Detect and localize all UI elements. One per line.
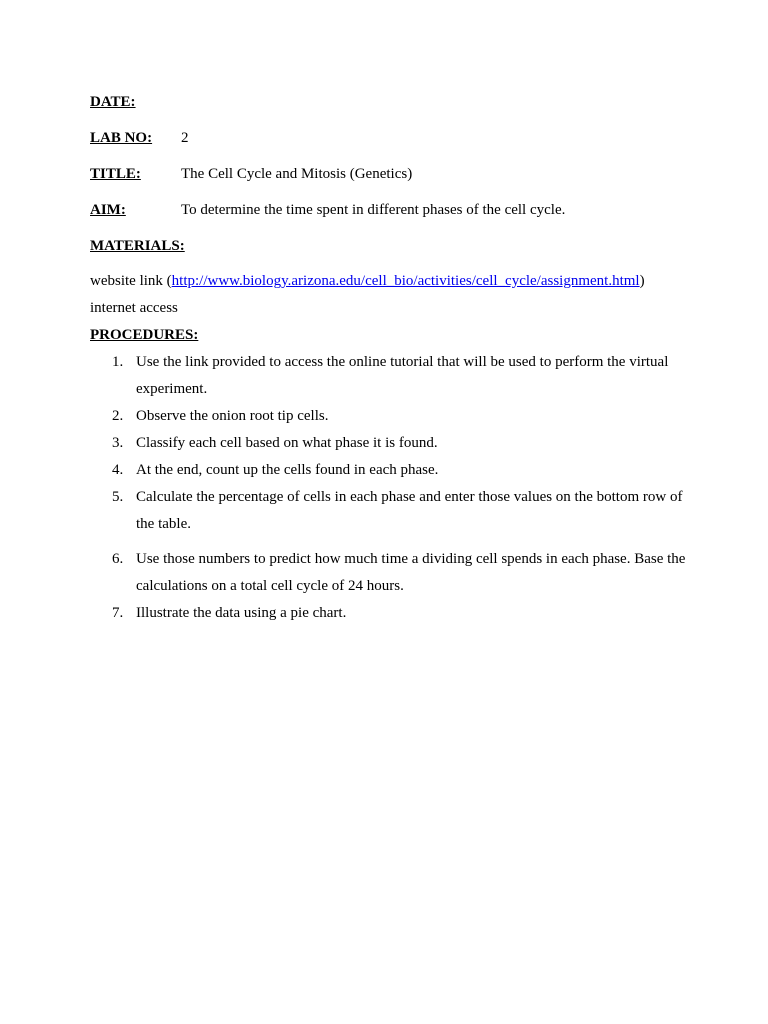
procedures-heading — [90, 325, 198, 345]
materials-heading — [90, 236, 185, 256]
lab-number-label: LAB NO: — [90, 130, 153, 146]
step-number: 1. — [112, 354, 124, 370]
procedure-step — [90, 600, 690, 627]
step-number: 7. — [112, 605, 124, 621]
step-number: 3. — [112, 435, 124, 451]
procedure-step — [90, 457, 690, 484]
lab-number-value: 2 — [181, 130, 189, 146]
procedure-step — [90, 403, 690, 430]
website-suffix: ) — [639, 273, 645, 289]
procedure-step — [90, 349, 690, 403]
step-text: Use those numbers to predict how much time a dividing cell spends in each phase. Base the calculations on a total cell cycle of 24 hours. — [136, 551, 686, 594]
procedure-step — [90, 546, 690, 600]
aim-row — [90, 200, 566, 220]
materials-label: MATERIALS: — [90, 238, 185, 254]
aim-value: To determine the time spent in different phases of the cell cycle. — [181, 202, 566, 218]
step-number: 5. — [112, 489, 124, 505]
website-prefix: website link ( — [90, 273, 172, 289]
procedures-list — [90, 349, 690, 627]
step-number: 2. — [112, 408, 124, 424]
title-label: TITLE: — [90, 166, 141, 182]
procedure-step — [90, 484, 690, 538]
step-text: Classify each cell based on what phase it is found. — [136, 435, 438, 451]
materials-website-line — [90, 271, 645, 291]
date-label: DATE: — [90, 94, 136, 110]
aim-label: AIM: — [90, 202, 126, 218]
internet-access-text: internet access — [90, 300, 178, 316]
step-text: Calculate the percentage of cells in each phase and enter those values on the bottom row of the table. — [136, 489, 683, 532]
website-link[interactable]: http://www.biology.arizona.edu/cell_bio/activities/cell_cycle/assignment.html — [171, 273, 640, 289]
title-value: The Cell Cycle and Mitosis (Genetics) — [181, 166, 413, 182]
step-text: At the end, count up the cells found in each phase. — [136, 462, 439, 478]
step-number: 4. — [112, 462, 124, 478]
procedure-step — [90, 430, 690, 457]
step-text: Observe the onion root tip cells. — [136, 408, 329, 424]
step-number: 6. — [112, 551, 124, 567]
lab-number-row — [90, 128, 189, 148]
materials-internet-line — [90, 298, 178, 318]
step-text: Use the link provided to access the online tutorial that will be used to perform the virtual experiment. — [136, 354, 669, 397]
title-row — [90, 164, 413, 184]
step-text: Illustrate the data using a pie chart. — [136, 605, 347, 621]
procedures-label: PROCEDURES: — [90, 327, 199, 343]
date-row — [90, 92, 136, 112]
